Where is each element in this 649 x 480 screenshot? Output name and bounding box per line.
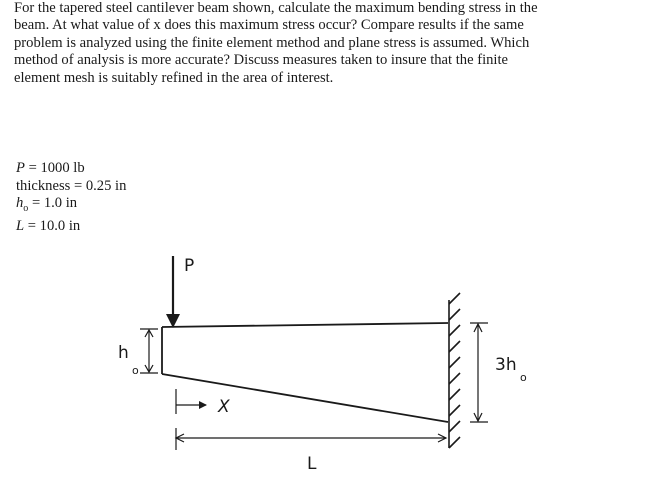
ho-value: = 1.0 in [28,195,78,212]
left-height-label: h [118,343,129,363]
problem-line: beam. At what value of x does this maximum stress occur? Compare results if the same [14,17,524,34]
right-height-label: 3h [495,355,517,375]
length-label: L [307,454,317,474]
left-height-subscript: o [132,364,139,377]
load-value: = 1000 lb [24,160,85,176]
load-arrow [166,256,180,328]
x-axis-arrow [176,389,206,414]
thickness-label: thickness [16,177,71,194]
length-value: = 10.0 in [24,217,81,234]
fixed-wall-support [449,293,460,448]
length-dimension [176,428,446,450]
problem-line: method of analysis is more accurate? Discuss measures taken to insure that the finite [14,52,509,69]
problem-line: For the tapered steel cantilever beam shown, calculate the maximum bending stress in the [14,0,538,16]
length-symbol: L [16,217,25,234]
ho-subscript: o [23,203,29,215]
problem-line: element mesh is suitably refined in the area of interest. [14,69,334,86]
tapered-beam [162,323,448,422]
load-symbol: P [16,160,25,176]
x-label: X [218,397,230,417]
beam-top-edge [162,323,448,327]
load-label: P [184,256,195,276]
left-height-dimension [140,329,158,373]
thickness-value: = 0.25 in [70,177,127,194]
beam-bottom-edge [162,374,448,422]
problem-line: problem is analyzed using the finite element method and plane stress is assumed. Which [14,34,530,51]
right-height-dimension [470,323,488,422]
ho-symbol: h [16,195,24,212]
right-height-subscript: o [520,371,527,384]
